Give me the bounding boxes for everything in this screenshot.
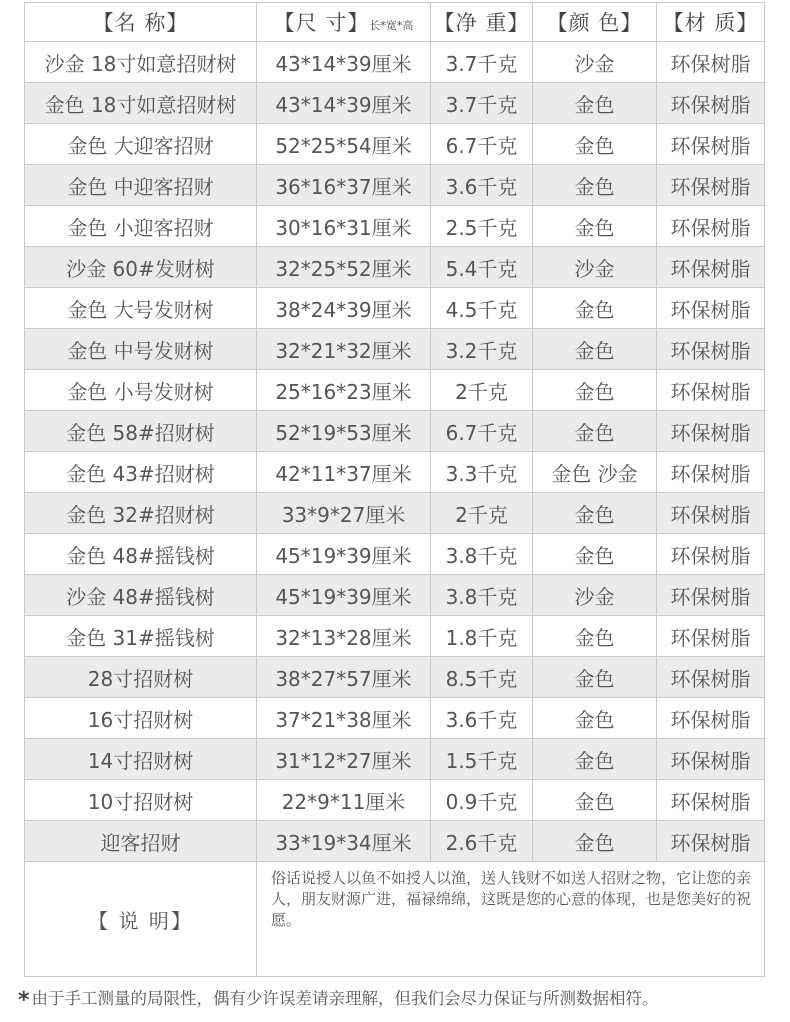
header-size-note: 长*宽*高 <box>369 19 414 32</box>
cell-color: 金色 <box>533 83 657 124</box>
cell-name: 金色 大迎客招财 <box>25 124 257 165</box>
table-row <box>25 616 765 657</box>
cell-weight: 3.2千克 <box>431 329 533 370</box>
header-name: 【名 称】 <box>25 3 257 42</box>
cell-name: 金色 43#招财树 <box>25 452 257 493</box>
spec-table <box>24 2 765 977</box>
cell-color: 金色 <box>533 329 657 370</box>
cell-name: 金色 中号发财树 <box>25 329 257 370</box>
cell-weight: 6.7千克 <box>431 411 533 452</box>
cell-color: 金色 <box>533 780 657 821</box>
table-row <box>25 206 765 247</box>
cell-material: 环保树脂 <box>657 83 765 124</box>
cell-size: 36*16*37厘米 <box>257 165 431 206</box>
cell-material: 环保树脂 <box>657 247 765 288</box>
table-row <box>25 493 765 534</box>
cell-color: 金色 <box>533 288 657 329</box>
cell-weight: 6.7千克 <box>431 124 533 165</box>
cell-weight: 1.5千克 <box>431 739 533 780</box>
footer-disclaimer <box>18 985 778 1013</box>
cell-color: 金色 <box>533 124 657 165</box>
cell-color: 金色 沙金 <box>533 452 657 493</box>
cell-name: 沙金 48#摇钱树 <box>25 575 257 616</box>
cell-size: 22*9*11厘米 <box>257 780 431 821</box>
cell-size: 32*25*52厘米 <box>257 247 431 288</box>
table-row <box>25 42 765 83</box>
cell-weight: 3.8千克 <box>431 575 533 616</box>
header-size <box>257 3 431 42</box>
cell-name: 14寸招财树 <box>25 739 257 780</box>
table-row <box>25 247 765 288</box>
cell-material: 环保树脂 <box>657 616 765 657</box>
cell-color: 金色 <box>533 534 657 575</box>
cell-size: 31*12*27厘米 <box>257 739 431 780</box>
cell-weight: 4.5千克 <box>431 288 533 329</box>
cell-size: 32*21*32厘米 <box>257 329 431 370</box>
table-row <box>25 124 765 165</box>
header-size-label: 【尺 寸】 <box>273 11 370 35</box>
cell-size: 38*27*57厘米 <box>257 657 431 698</box>
cell-size: 30*16*31厘米 <box>257 206 431 247</box>
table-row <box>25 83 765 124</box>
cell-color: 金色 <box>533 657 657 698</box>
cell-weight: 5.4千克 <box>431 247 533 288</box>
asterisk-icon: * <box>18 988 30 1013</box>
table-row <box>25 739 765 780</box>
cell-name: 金色 18寸如意招财树 <box>25 83 257 124</box>
cell-material: 环保树脂 <box>657 657 765 698</box>
table-row <box>25 411 765 452</box>
cell-size: 38*24*39厘米 <box>257 288 431 329</box>
cell-weight: 2.5千克 <box>431 206 533 247</box>
cell-color: 金色 <box>533 821 657 862</box>
cell-name: 金色 31#摇钱树 <box>25 616 257 657</box>
cell-name: 金色 小迎客招财 <box>25 206 257 247</box>
cell-name: 金色 小号发财树 <box>25 370 257 411</box>
cell-name: 金色 58#招财树 <box>25 411 257 452</box>
cell-size: 33*19*34厘米 <box>257 821 431 862</box>
table-header-row <box>25 3 765 42</box>
table-row <box>25 698 765 739</box>
cell-material: 环保树脂 <box>657 370 765 411</box>
cell-color: 金色 <box>533 616 657 657</box>
cell-size: 42*11*37厘米 <box>257 452 431 493</box>
cell-weight: 1.8千克 <box>431 616 533 657</box>
cell-material: 环保树脂 <box>657 534 765 575</box>
cell-size: 25*16*23厘米 <box>257 370 431 411</box>
cell-name: 金色 中迎客招财 <box>25 165 257 206</box>
cell-color: 金色 <box>533 493 657 534</box>
cell-material: 环保树脂 <box>657 493 765 534</box>
cell-color: 沙金 <box>533 575 657 616</box>
cell-size: 37*21*38厘米 <box>257 698 431 739</box>
cell-size: 45*19*39厘米 <box>257 575 431 616</box>
cell-color: 金色 <box>533 698 657 739</box>
table-row <box>25 780 765 821</box>
cell-weight: 3.6千克 <box>431 165 533 206</box>
table-row <box>25 452 765 493</box>
cell-weight: 3.8千克 <box>431 534 533 575</box>
cell-weight: 2千克 <box>431 370 533 411</box>
table-row <box>25 288 765 329</box>
cell-name: 10寸招财树 <box>25 780 257 821</box>
table-row <box>25 657 765 698</box>
header-color: 【颜 色】 <box>533 3 657 42</box>
cell-name: 沙金 18寸如意招财树 <box>25 42 257 83</box>
cell-weight: 2.6千克 <box>431 821 533 862</box>
cell-material: 环保树脂 <box>657 739 765 780</box>
cell-size: 52*25*54厘米 <box>257 124 431 165</box>
cell-material: 环保树脂 <box>657 411 765 452</box>
table-row <box>25 534 765 575</box>
cell-material: 环保树脂 <box>657 206 765 247</box>
cell-material: 环保树脂 <box>657 698 765 739</box>
cell-name: 沙金 60#发财树 <box>25 247 257 288</box>
note-label: 【 说 明】 <box>25 862 257 977</box>
cell-size: 43*14*39厘米 <box>257 42 431 83</box>
cell-color: 金色 <box>533 206 657 247</box>
cell-material: 环保树脂 <box>657 124 765 165</box>
table-row <box>25 165 765 206</box>
cell-material: 环保树脂 <box>657 288 765 329</box>
cell-weight: 3.7千克 <box>431 42 533 83</box>
header-weight: 【净 重】 <box>431 3 533 42</box>
cell-weight: 2千克 <box>431 493 533 534</box>
cell-color: 金色 <box>533 165 657 206</box>
table-row <box>25 575 765 616</box>
cell-name: 金色 48#摇钱树 <box>25 534 257 575</box>
cell-color: 金色 <box>533 739 657 780</box>
footer-text: 由于手工测量的局限性，偶有少许误差请亲理解，但我们会尽力保证与所测数据相符。 <box>31 989 659 1008</box>
cell-color: 金色 <box>533 370 657 411</box>
cell-weight: 3.7千克 <box>431 83 533 124</box>
cell-weight: 3.6千克 <box>431 698 533 739</box>
cell-color: 沙金 <box>533 42 657 83</box>
cell-size: 45*19*39厘米 <box>257 534 431 575</box>
cell-material: 环保树脂 <box>657 42 765 83</box>
cell-material: 环保树脂 <box>657 165 765 206</box>
cell-name: 28寸招财树 <box>25 657 257 698</box>
table-row <box>25 370 765 411</box>
note-row <box>25 862 765 977</box>
cell-size: 43*14*39厘米 <box>257 83 431 124</box>
cell-weight: 8.5千克 <box>431 657 533 698</box>
cell-size: 52*19*53厘米 <box>257 411 431 452</box>
cell-weight: 3.3千克 <box>431 452 533 493</box>
cell-material: 环保树脂 <box>657 575 765 616</box>
table-row <box>25 821 765 862</box>
cell-weight: 0.9千克 <box>431 780 533 821</box>
cell-name: 金色 大号发财树 <box>25 288 257 329</box>
cell-name: 迎客招财 <box>25 821 257 862</box>
cell-material: 环保树脂 <box>657 329 765 370</box>
cell-color: 金色 <box>533 411 657 452</box>
cell-name: 金色 32#招财树 <box>25 493 257 534</box>
cell-color: 沙金 <box>533 247 657 288</box>
note-text: 俗话说授人以鱼不如授人以渔，送人钱财不如送人招财之物，它让您的亲人，朋友财源广进，福禄绵绵，这既是您的心意的体现，也是您美好的祝愿。 <box>257 862 765 977</box>
cell-size: 32*13*28厘米 <box>257 616 431 657</box>
cell-size: 33*9*27厘米 <box>257 493 431 534</box>
cell-material: 环保树脂 <box>657 780 765 821</box>
cell-material: 环保树脂 <box>657 821 765 862</box>
cell-material: 环保树脂 <box>657 452 765 493</box>
header-material: 【材 质】 <box>657 3 765 42</box>
table-row <box>25 329 765 370</box>
cell-name: 16寸招财树 <box>25 698 257 739</box>
